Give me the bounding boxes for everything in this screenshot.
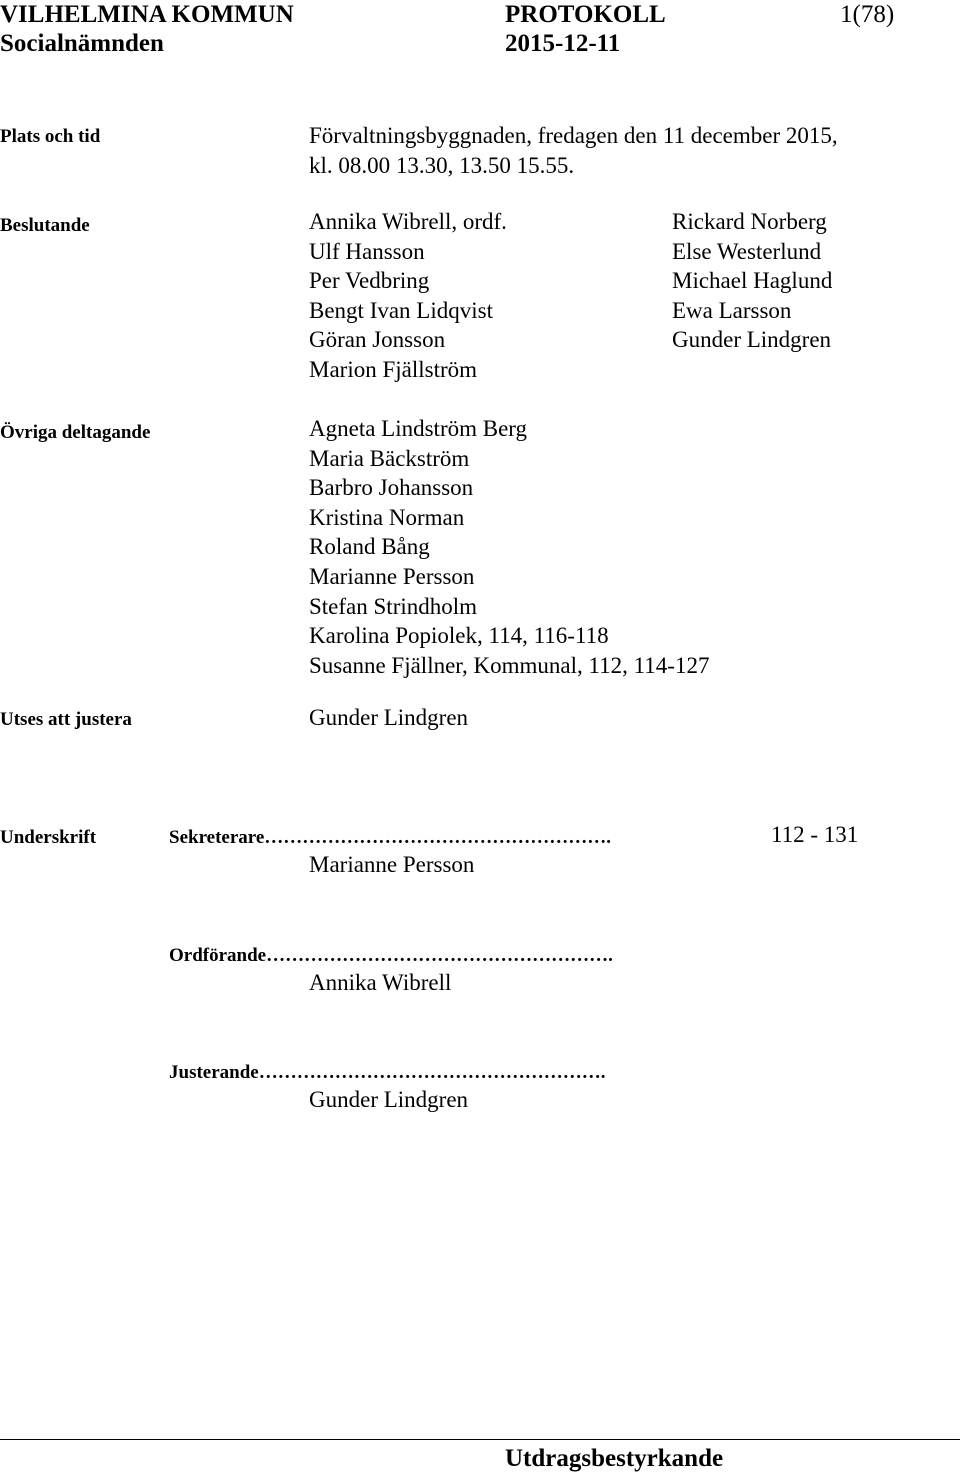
board-name: Socialnämnden: [0, 30, 164, 57]
signature-label: Underskrift: [0, 827, 97, 848]
participant: Barbro Johansson: [309, 475, 474, 501]
participant: Roland Bång: [309, 534, 430, 560]
decision-maker: Gunder Lindgren: [672, 327, 832, 353]
decision-maker: Annika Wibrell, ordf.: [309, 209, 507, 234]
decision-maker: Else Westerlund: [672, 238, 822, 264]
decision-maker: Per Vedbring: [309, 268, 430, 294]
decision-maker: Göran Jonsson: [309, 327, 446, 353]
decision-maker: Ulf Hansson: [309, 238, 425, 264]
participant: Maria Bäckström: [309, 445, 470, 471]
other-participants-list: [309, 414, 709, 680]
chair-signature-line: Ordförande……………………………………………….: [169, 945, 613, 966]
participant: Agneta Lindström Berg: [309, 416, 528, 441]
adjuster-signature-line: Justerande……………………………………………….: [169, 1062, 606, 1083]
decision-maker: Bengt Ivan Lidqvist: [309, 297, 493, 323]
decision-maker: Ewa Larsson: [672, 297, 792, 323]
place-label: Plats och tid: [0, 126, 101, 147]
other-participants-label: Övriga deltagande: [0, 422, 151, 443]
footer-title: Utdragsbestyrkande: [505, 1445, 724, 1472]
adjuster-signature-name: Gunder Lindgren: [309, 1087, 469, 1112]
participant: Marianne Persson: [309, 563, 475, 589]
participant: Karolina Popiolek, 114, 116-118: [309, 623, 609, 649]
adjuster-name: Gunder Lindgren: [309, 705, 469, 730]
decision-maker: Rickard Norberg: [672, 209, 827, 234]
document-type: PROTOKOLL: [505, 1, 666, 28]
place-line-2: kl. 08.00 13.30, 13.50 15.55.: [309, 153, 575, 178]
participant: Susanne Fjällner, Kommunal, 112, 114-127: [309, 652, 710, 678]
secretary-signature-line: Sekreterare……………………………………………….: [169, 827, 612, 848]
participant: Kristina Norman: [309, 504, 465, 530]
paragraph-range: 112 - 131: [771, 822, 859, 847]
municipality-name: VILHELMINA KOMMUN: [0, 1, 294, 28]
participant: Stefan Strindholm: [309, 593, 478, 619]
decision-maker: Michael Haglund: [672, 268, 833, 294]
place-line-1: Förvaltningsbyggnaden, fredagen den 11 december 2015,: [309, 123, 838, 148]
decision-maker: Marion Fjällström: [309, 356, 478, 382]
decision-makers-label: Beslutande: [0, 215, 90, 236]
footer-divider: [0, 1439, 960, 1440]
chair-name: Annika Wibrell: [309, 970, 452, 995]
decision-makers-right-column: [672, 207, 832, 355]
secretary-name: Marianne Persson: [309, 852, 475, 877]
meeting-date: 2015-12-11: [505, 30, 621, 57]
page-number: 1(78): [840, 1, 895, 28]
adjuster-label: Utses att justera: [0, 709, 132, 730]
decision-makers-left-column: [309, 207, 507, 385]
